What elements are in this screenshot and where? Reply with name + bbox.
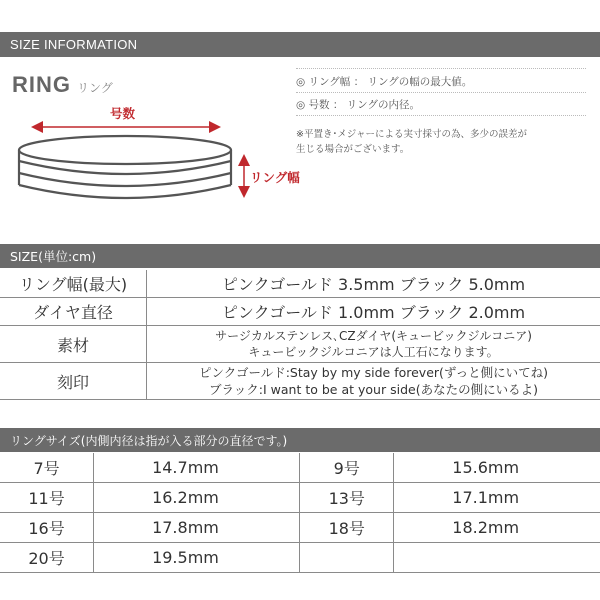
spec-label: リング幅(最大) <box>0 270 147 298</box>
table-row <box>0 453 600 483</box>
size-label: 20号 <box>0 543 94 573</box>
note-ring-size: ◎ 号数 ： リングの内径。 <box>296 99 420 111</box>
spec-label: 素材 <box>0 326 147 363</box>
ring-width-label: リング幅 <box>250 170 300 185</box>
section-title: リングサイズ(内側内径は指が入る部分の直径です。) <box>10 433 288 448</box>
size-value: 16.2mm <box>94 483 300 513</box>
ring-title-en: RING <box>12 72 71 97</box>
divider <box>296 115 586 116</box>
section-header-size <box>0 244 600 268</box>
size-value: 17.8mm <box>94 513 300 543</box>
section-header-ring-size <box>0 428 600 452</box>
section-title: SIZE(単位:cm) <box>10 249 97 264</box>
note-ring-width: ◎ リング幅 ： リングの幅の最大値。 <box>296 76 473 88</box>
spec-label: 刻印 <box>0 363 147 400</box>
table-row <box>0 298 600 326</box>
size-value: 18.2mm <box>394 513 600 543</box>
size-label: 11号 <box>0 483 94 513</box>
size-label: 13号 <box>300 483 394 513</box>
table-row <box>0 363 600 400</box>
spec-value: ピンクゴールド 1.0mm ブラック 2.0mm <box>147 298 600 326</box>
spec-value-line: ブラック:I want to be at your side(あなたの側にいるよ) <box>209 382 538 397</box>
section-header-size-information <box>0 32 600 57</box>
spec-value-line: ピンクゴールド:Stay by my side forever(ずっと側にいてね) <box>198 365 549 380</box>
spec-value <box>147 326 600 363</box>
ring-size-label: 号数 <box>110 106 136 121</box>
size-label: 18号 <box>300 513 394 543</box>
spec-value <box>147 363 600 400</box>
spec-value-line: キュービックジルコニアは人工石になります。 <box>248 345 499 359</box>
spec-value-line: サージカルステンレス､CZダイヤ(キュービックジルコニア) <box>215 329 532 343</box>
size-value: 19.5mm <box>94 543 300 573</box>
divider <box>296 92 586 93</box>
size-value: 17.1mm <box>394 483 600 513</box>
size-label <box>300 543 394 573</box>
spec-label: ダイヤ直径 <box>0 298 147 326</box>
spec-value: ピンクゴールド 3.5mm ブラック 5.0mm <box>147 270 600 298</box>
ring-shape <box>19 136 231 198</box>
disclaimer-line-2: 生じる場合がございます。 <box>296 144 410 155</box>
table-row <box>0 270 600 298</box>
size-label: 7号 <box>0 453 94 483</box>
ring-size-table <box>0 453 600 573</box>
table-row <box>0 543 600 573</box>
table-row <box>0 326 600 363</box>
divider <box>296 68 586 69</box>
spec-table <box>0 270 600 400</box>
table-row <box>0 483 600 513</box>
table-row <box>0 513 600 543</box>
section-title: SIZE INFORMATION <box>10 37 138 52</box>
size-value <box>394 543 600 573</box>
ring-diagram <box>10 95 300 215</box>
size-value: 14.7mm <box>94 453 300 483</box>
ring-title-jp: リング <box>77 81 113 95</box>
size-value: 15.6mm <box>394 453 600 483</box>
size-label: 16号 <box>0 513 94 543</box>
disclaimer-line-1: ※平置き･メジャーによる実寸採寸の為、多少の誤差が <box>296 129 528 140</box>
size-label: 9号 <box>300 453 394 483</box>
